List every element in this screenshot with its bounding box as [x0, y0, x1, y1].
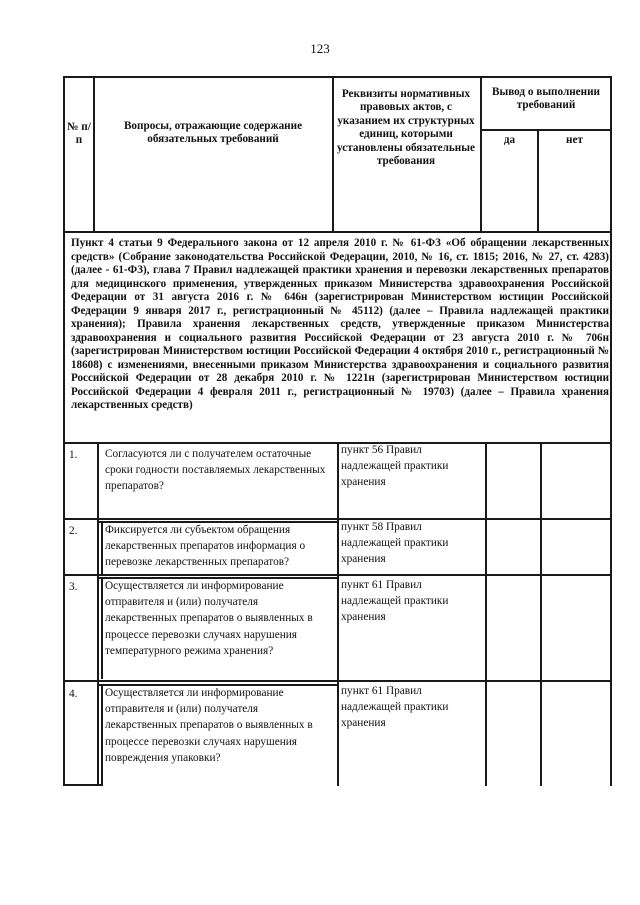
- row-separator: [63, 680, 612, 682]
- row-reference: пункт 56 Правил надлежащей практики хранения: [341, 444, 449, 489]
- row-reference: пункт 61 Правил надлежащей практики хранения: [341, 685, 449, 730]
- question-cell-border: [101, 577, 103, 679]
- row-divider: [540, 442, 542, 786]
- question-cell-border: [101, 521, 103, 576]
- header-divider: [480, 129, 611, 131]
- header-bottom-border: [63, 231, 612, 233]
- row-reference: пункт 58 Правил надлежащей практики хранения: [341, 521, 449, 566]
- row-separator: [63, 518, 612, 520]
- header-yes: да: [503, 134, 516, 146]
- row-number: 1.: [69, 449, 78, 461]
- header-divider: [332, 76, 334, 231]
- row-separator: [63, 784, 101, 786]
- row-divider: [97, 442, 99, 786]
- row-number: 4.: [69, 688, 78, 700]
- row-number: 3.: [69, 581, 78, 593]
- header-conclusion: Вывод о выполнении требований: [492, 86, 600, 112]
- question-cell-border: [101, 684, 103, 786]
- table-top-border: [63, 76, 612, 78]
- header-requisites: Реквизиты нормативных правовых актов, с указанием их структурных единиц, которыми установлены обязательные требования: [337, 88, 475, 168]
- header-divider: [93, 76, 95, 231]
- row-reference: пункт 61 Правил надлежащей практики хранения: [341, 579, 449, 624]
- page-number: 123: [310, 41, 330, 56]
- row-separator: [63, 574, 612, 576]
- header-no: нет: [566, 134, 583, 146]
- section-legal-basis: Пункт 4 статьи 9 Федерального закона от 12 апреля 2010 г. № 61-ФЗ «Об обращении лекарственных средств» (Собрание законодательства Российской Федерации, 2010, № 16, ст. 1815; 2016, № 27, ст. 4283) (далее - 61-ФЗ), глава 7 Правил надлежащей практики хранения и перевозки лекарственных препаратов для медицинского применения, утвержденных приказом Министерства здравоохранения Российской Федерации от 31 августа 2016 г. № 646н (зарегистрирован Министерством юстиции Российской Федерации 9 января 2017 г., регистрационный № 45112) (далее – Правила надлежащей практики хранения); Правила хранения лекарственных средств, утвержденные приказом Министерства здравоохранения и социального развития Российской Федерации от 23 августа 2010 г. № 706н (зарегистрирован Министерством юстиции Российской Федерации 4 октября 2010 г., регистрационный № 18608) с изменениями, внесенными приказом Министерства здравоохранения и социального развития Российской Федерации от 28 декабря 2010 г. № 1221н (зарегистрирован Министерством юстиции Российской Федерации 4 февраля 2011 г., регистрационный № 19703) (далее – Правила хранения лекарственных средств): [71, 237, 609, 411]
- row-question: Согласуются ли с получателем остаточные сроки годности поставляемых лекарственных препаратов?: [105, 448, 326, 493]
- header-question: Вопросы, отражающие содержание обязательных требований: [123, 120, 303, 146]
- row-divider: [337, 442, 339, 786]
- row-question: Осуществляется ли информирование отправителя и (или) получателя лекарственных препаратов о выявленных в процессе перевозки случаях нарушения повреждения упаковки?: [105, 687, 313, 764]
- row-question: Осуществляется ли информирование отправителя и (или) получателя лекарственных препаратов о выявленных в процессе перевозки случаях нарушения температурного режима хранения?: [105, 580, 313, 657]
- row-number: 2.: [69, 525, 78, 537]
- row-question: Фиксируется ли субъектом обращения лекарственных препаратов информация о перевозке лекарственных препаратов?: [105, 524, 306, 569]
- row-divider: [485, 442, 487, 786]
- header-num: № п/п: [67, 121, 91, 147]
